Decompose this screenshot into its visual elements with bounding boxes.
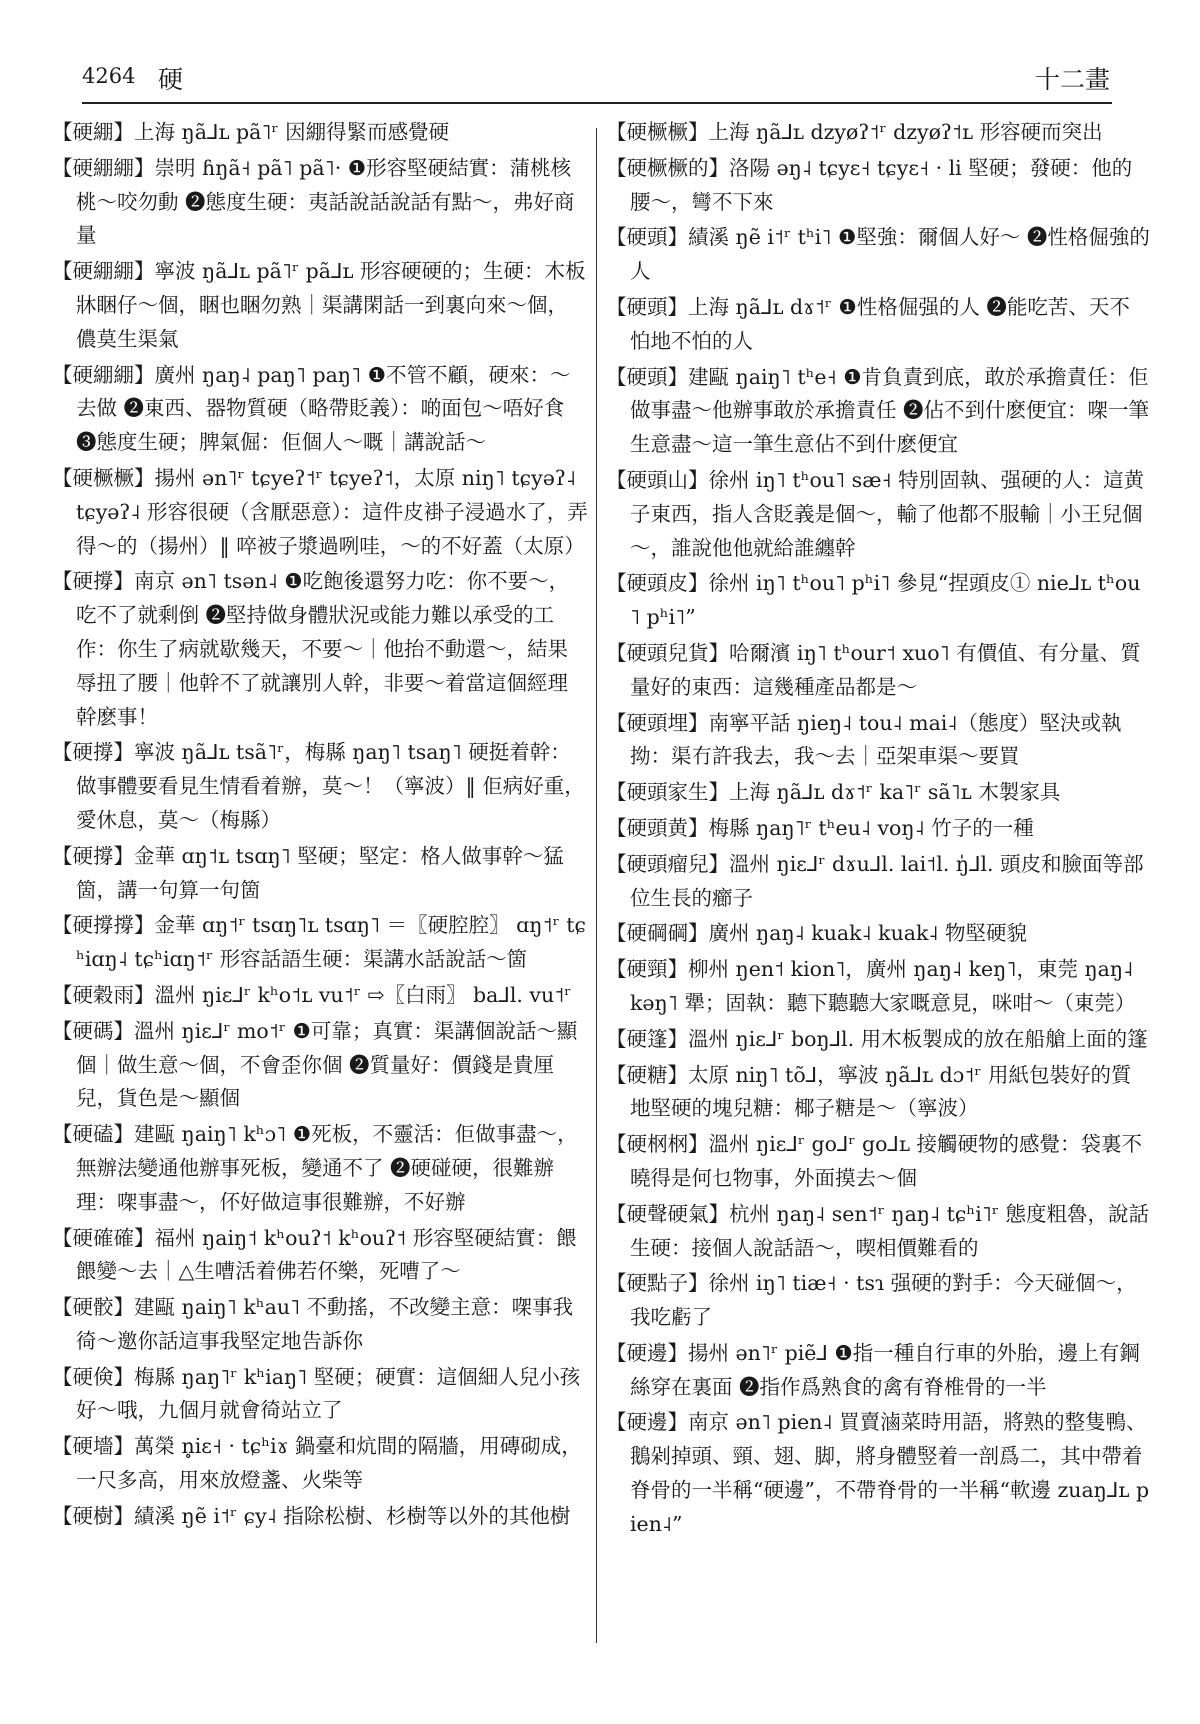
entry-definition: 南京 ən˥ tsən˨ ❶吃飽後還努力吃：你不要～，吃不了就剩倒 ❷堅持做身體狀況或能力難以承受的工作：你生了病就歇幾天，不要～｜他抬不動還～，結果辱扭了腰｜他幹不了就讓別人幹，非要～着當這個經理幹麽事！ bbox=[76, 569, 570, 729]
entry-definition: 柳州 ŋen˦ kion˥，廣州 ŋaŋ˨ keŋ˥，東莞 ŋaŋ˨ kəŋ˥ 犟；固執：聽下聽聽大家嘅意見，咪咁～（東莞） bbox=[630, 957, 1136, 1015]
entry-headword: 【硬橛橛】 bbox=[606, 120, 709, 144]
right-column bbox=[606, 116, 1150, 1544]
entry-headword: 【硬頭】 bbox=[606, 364, 688, 389]
dictionary-entry bbox=[606, 917, 1150, 951]
entry-headword: 【硬㭎㭎】 bbox=[606, 1132, 709, 1157]
dictionary-entry bbox=[606, 1406, 1150, 1541]
entry-definition: 太原 niŋ˥ tõ⅃，寧波 ŋã⅃ʟ dɔ˦ʳ 用紙包裝好的質地堅硬的塊兒糖：椰子糖是～（寧波） bbox=[630, 1062, 1132, 1121]
entry-headword: 【硬確確】 bbox=[52, 1225, 155, 1250]
entry-definition: 哈爾濱 iŋ˥ tʰour˦ xuo˥ 有價值、有分量、質量好的東西：這幾種產品都是～ bbox=[630, 640, 1141, 699]
dictionary-entry bbox=[606, 1198, 1150, 1266]
dictionary-entry bbox=[606, 116, 1150, 150]
entry-headword: 【硬頭】 bbox=[606, 294, 688, 319]
dictionary-entry bbox=[52, 1222, 588, 1290]
entry-definition: 溫州 ŋiɛ⅃ʳ go⅃ʳ go⅃ʟ 接觸硬物的感覺：袋裏不曉得是何乜物事，外面摸去～個 bbox=[630, 1132, 1143, 1190]
entry-definition: 建甌 ŋaiŋ˥ kʰɔ˥ ❶死板，不靈活：佢做事盡～，無辦法變通他辦事死板，變通不了 ❷硬碰硬，很難辦理：㗎事盡～，伓好做這事很難辦，不好辦 bbox=[76, 1122, 578, 1214]
dictionary-entry bbox=[52, 909, 588, 977]
entry-definition: 金華 ɑŋ˦ʟ tsɑŋ˥ 堅硬；堅定：格人做事幹～猛箇，講一句算一句箇 bbox=[76, 843, 564, 902]
entry-headword: 【硬撐】 bbox=[52, 843, 134, 868]
dictionary-entry bbox=[52, 736, 588, 837]
entry-definition: 金華 ɑŋ˦ʳ tsɑŋ˥ʟ tsɑŋ˥ ＝〖硬腔腔〗 ɑŋ˦ʳ tɕʰiɑŋ˨ tɕʰiɑŋ˦ʳ 形容話語生硬：渠講水話說話～箇 bbox=[76, 913, 586, 972]
entry-headword: 【硬邊】 bbox=[606, 1410, 688, 1435]
entry-headword: 【硬碼】 bbox=[52, 1018, 134, 1043]
entry-definition: 建甌 ŋaiŋ˥ kʰau˥ 不動搖，不改變主意：㗎事我徛～邀你話這事我堅定地告訴你 bbox=[76, 1295, 574, 1353]
entry-headword: 【硬頭皮】 bbox=[606, 571, 709, 596]
dictionary-entry bbox=[52, 1500, 588, 1534]
entry-headword: 【硬橛橛】 bbox=[52, 465, 155, 490]
dictionary-entry bbox=[606, 637, 1150, 705]
entry-headword: 【硬綳】 bbox=[52, 120, 134, 144]
dictionary-entry bbox=[606, 812, 1150, 846]
dictionary-entry bbox=[606, 464, 1150, 565]
entry-definition: 廣州 ŋaŋ˨ paŋ˥ paŋ˥ ❶不管不顧，硬來：～去做 ❷東西、器物質硬（略帶貶義）：啲面包～唔好食 ❸態度生硬；脾氣倔：佢個人～嘅｜講說話～ bbox=[76, 362, 571, 455]
entry-headword: 【硬頭山】 bbox=[606, 467, 709, 492]
header-rule bbox=[82, 102, 1112, 104]
entry-definition: 溫州 ŋiɛ⅃ʳ boŋ⅃l. 用木板製成的放在船艙上面的篷 bbox=[688, 1026, 1148, 1051]
entry-headword: 【硬頸】 bbox=[606, 957, 688, 982]
entry-definition: 萬榮 n̥iɛ˧ · tɕʰiɤ 鍋臺和炕間的隔牆，用磚砌成，一尺多高，用來放燈盞、火柴等 bbox=[76, 1434, 582, 1493]
entry-definition: 杭州 ŋaŋ˨ sen˦ʳ ŋaŋ˨ tɕʰi˥ʳ 態度粗魯，說話生硬：接個人說話語～，喫相價難看的 bbox=[630, 1201, 1150, 1260]
entry-headword: 【硬綳綳】 bbox=[52, 155, 155, 180]
entry-headword: 【硬頭】 bbox=[606, 225, 688, 250]
entry-headword: 【硬頭家生】 bbox=[606, 780, 729, 805]
entry-headword: 【硬綳綳】 bbox=[52, 259, 155, 284]
column-divider bbox=[596, 128, 597, 1643]
entry-headword: 【硬撐】 bbox=[52, 569, 134, 594]
entry-headword: 【硬碙碙】 bbox=[606, 921, 709, 946]
entry-definition: 上海 ŋã⅃ʟ dzyøʔ˦ʳ dzyøʔ˦ʟ 形容硬而突出 bbox=[708, 120, 1103, 144]
entry-definition: 福州 ŋaiŋ˦ kʰouʔ˦ kʰouʔ˦ 形容堅硬結實：餵餵變～去｜△生嘈活着佛若伓樂，死嘈了～ bbox=[76, 1225, 577, 1284]
entry-headword: 【硬頭埋】 bbox=[606, 710, 709, 735]
dictionary-entry bbox=[606, 953, 1150, 1021]
dictionary-entry bbox=[606, 1337, 1150, 1405]
entry-headword: 【硬頭瘤兒】 bbox=[606, 851, 729, 876]
dictionary-entry bbox=[52, 1118, 588, 1219]
dictionary-entry bbox=[52, 116, 588, 150]
dictionary-entry bbox=[606, 361, 1150, 462]
entry-definition: 溫州 ŋiɛ⅃ʳ mo˦ʳ ❶可靠；真實：渠講個說話～顯個｜做生意～個，不會歪你個 ❷質量好：價錢是貴厘兒，貨色是～顯個 bbox=[76, 1018, 578, 1111]
entry-headword: 【硬撐撐】 bbox=[52, 913, 155, 938]
entry-headword: 【硬倹】 bbox=[52, 1364, 134, 1389]
left-column bbox=[52, 116, 588, 1536]
dictionary-entry bbox=[606, 776, 1150, 810]
dictionary-entry bbox=[52, 565, 588, 734]
dictionary-entry bbox=[606, 1267, 1150, 1335]
entry-headword: 【硬邊】 bbox=[606, 1340, 688, 1365]
entry-headword: 【硬骹】 bbox=[52, 1295, 134, 1320]
dictionary-entry bbox=[606, 707, 1150, 775]
dictionary-entry bbox=[52, 840, 588, 908]
entry-definition: 梅縣 ŋaŋ˥ʳ kʰiaŋ˥ 堅硬；硬實：這個細人兒小孩好～哦，九個月就會徛站立了 bbox=[76, 1364, 581, 1423]
entry-definition: 績溪 ŋẽ i˦ʳ tʰi˥ ❶堅強：爾個人好～ ❷性格倔強的人 bbox=[630, 225, 1150, 284]
entry-definition: 南寧平話 ŋieŋ˨ tou˨ mai˨（態度）堅決或執拗：渠冇許我去，我～去｜亞架車渠～要買 bbox=[630, 710, 1122, 769]
dictionary-entry bbox=[52, 1015, 588, 1116]
entry-definition: 廣州 ŋaŋ˨ kuak˨ kuak˨ 物堅硬貌 bbox=[708, 921, 1028, 946]
entry-definition: 洛陽 əŋ˨ tɕyɛ˧ tɕyɛ˧ · li 堅硬；發硬：他的腰～，彎不下來 bbox=[630, 155, 1133, 214]
entry-definition: 崇明 ɦŋã˧ pã˥ pã˥· ❶形容堅硬結實：蒲桃核桃～咬勿動 ❷態度生硬：夷話說話說話有點～，弗好商量 bbox=[76, 155, 575, 248]
entry-definition: 梅縣 ŋaŋ˥ʳ tʰeu˨ voŋ˨ 竹子的一種 bbox=[708, 815, 1034, 840]
dictionary-entry bbox=[52, 979, 588, 1013]
dictionary-entry bbox=[52, 1430, 588, 1498]
entry-definition: 溫州 ŋiɛ⅃ʳ kʰo˦ʟ vu˦ʳ ⇨〖白雨〗 ba⅃l. vu˦ʳ bbox=[154, 982, 572, 1007]
dictionary-entry bbox=[606, 567, 1150, 635]
entry-headword: 【硬穀雨】 bbox=[52, 982, 155, 1007]
dictionary-entry bbox=[606, 291, 1150, 359]
entry-definition: 徐州 iŋ˥ tʰou˥ pʰi˥ 參見“捏頭皮① nie⅃ʟ tʰou˥ pʰi˥” bbox=[630, 571, 1141, 630]
entry-definition: 南京 ən˥ pien˨ 買賣滷菜時用語，將熟的整隻鴨、鵝剁掉頭、頸、翅、脚，將身體竪着一剖爲二，其中帶着脊骨的一半稱“硬邊”，不帶脊骨的一半稱“軟邊 zuaŋ⅃ʟ pien˨” bbox=[630, 1410, 1150, 1536]
entry-definition: 寧波 ŋã⅃ʟ tsã˥ʳ，梅縣 ŋaŋ˥ tsaŋ˥ 硬挺着幹：做事體要看見生情看着辦，莫～！（寧波）‖ 佢病好重，愛休息，莫～（梅縣） bbox=[76, 740, 585, 832]
dictionary-entry bbox=[52, 462, 588, 563]
entry-headword: 【硬頭黄】 bbox=[606, 815, 709, 840]
entry-definition: 上海 ŋã⅃ʟ pã˥ʳ 因綳得緊而感覺硬 bbox=[134, 120, 450, 144]
stroke-section: 十二畫 bbox=[1034, 65, 1110, 94]
entry-headword: 【硬墻】 bbox=[52, 1434, 134, 1459]
entry-definition: 上海 ŋã⅃ʟ dɤ˦ʳ ka˥ʳ sã˥ʟ 木製家具 bbox=[729, 780, 1061, 805]
dictionary-entry bbox=[606, 1023, 1150, 1057]
dictionary-entry bbox=[52, 152, 588, 253]
entry-definition: 績溪 ŋẽ i˦ʳ ɕy˨ 指除松樹、杉樹等以外的其他樹 bbox=[134, 1503, 571, 1528]
entry-definition: 上海 ŋã⅃ʟ dɤ˦ʳ ❶性格倔强的人 ❷能吃苦、天不怕地不怕的人 bbox=[630, 294, 1130, 353]
dictionary-entry bbox=[52, 359, 588, 460]
dictionary-entry bbox=[52, 1361, 588, 1429]
page-number: 4264 bbox=[82, 64, 136, 88]
dictionary-entry bbox=[52, 255, 588, 356]
dictionary-entry bbox=[52, 1291, 588, 1359]
entry-headword: 【硬篷】 bbox=[606, 1026, 688, 1051]
dictionary-entry bbox=[606, 1128, 1150, 1196]
head-character: 硬 bbox=[158, 65, 184, 94]
entry-headword: 【硬點子】 bbox=[606, 1271, 709, 1296]
entry-definition: 徐州 iŋ˥ tʰou˥ sæ˧ 特別固執、强硬的人：這黄子東西，指人含貶義是個～，輸了他都不服輸｜小王兒個～，誰說他他就給誰纏幹 bbox=[630, 467, 1145, 560]
entry-definition: 揚州 ən˥ʳ piẽ⅃ ❶指一種自行車的外胎，邊上有鋼絲穿在裏面 ❷指作爲熟食的禽有脊椎骨的一半 bbox=[630, 1340, 1140, 1399]
entry-headword: 【硬綳綳】 bbox=[52, 362, 155, 387]
entry-definition: 徐州 iŋ˥ tiæ˧ · tsɿ 强硬的對手：今天碰個～，我吃虧了 bbox=[630, 1271, 1137, 1330]
dictionary-entry bbox=[606, 152, 1150, 220]
entry-headword: 【硬糖】 bbox=[606, 1062, 688, 1087]
entry-definition: 寧波 ŋã⅃ʟ pã˥ʳ pã⅃ʟ 形容硬硬的；生硬：木板牀睏仔～個，睏也睏勿熟｜渠講閑話一到裏向來～個，儂莫生渠氣 bbox=[76, 259, 586, 351]
entry-definition: 揚州 ən˥ʳ tɕyeʔ˦ʳ tɕyeʔ˦，太原 niŋ˥ tɕyəʔ˨ tɕyəʔ˨ 形容很硬（含厭惡意）：這件皮褂子浸過水了，弄得～的（揚州）‖ 啐被子漿過咧哇，～的不好蓋（太原） bbox=[76, 465, 588, 558]
entry-headword: 【硬撐】 bbox=[52, 740, 134, 765]
dictionary-entry bbox=[606, 848, 1150, 916]
entry-headword: 【硬聲硬氣】 bbox=[606, 1201, 729, 1226]
dictionary-entry bbox=[606, 221, 1150, 289]
entry-headword: 【硬橛橛的】 bbox=[606, 155, 729, 180]
entry-definition: 建甌 ŋaiŋ˥ tʰe˧ ❶肯負責到底，敢於承擔責任：佢做事盡～他辦事敢於承擔責任 ❷佔不到什麽便宜：㗎一筆生意盡～這一筆生意佔不到什麽便宜 bbox=[630, 364, 1150, 457]
entry-headword: 【硬頭兒貨】 bbox=[606, 640, 729, 665]
dictionary-entry bbox=[606, 1059, 1150, 1127]
entry-headword: 【硬樹】 bbox=[52, 1503, 134, 1528]
entry-headword: 【硬磕】 bbox=[52, 1122, 134, 1147]
entry-definition: 溫州 ŋiɛ⅃ʳ dɤu⅃l. lai˦l. ŋ̍⅃l. 頭皮和臉面等部位生長的癤子 bbox=[630, 851, 1144, 910]
